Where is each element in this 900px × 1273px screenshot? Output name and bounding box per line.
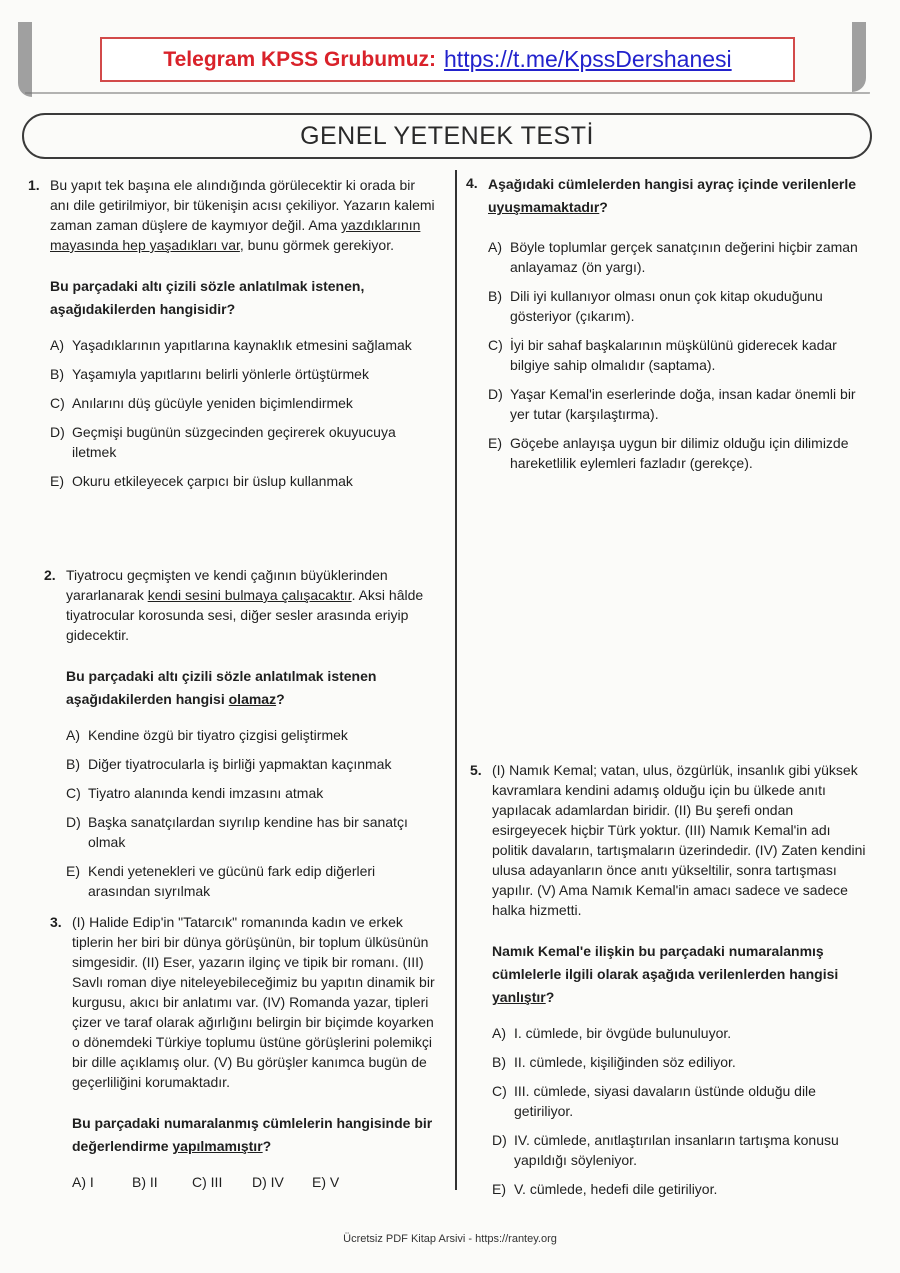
answer-option[interactable] bbox=[66, 861, 436, 901]
page-title: GENEL YETENEK TESTİ bbox=[300, 121, 594, 150]
question-passage: (I) Namık Kemal; vatan, ulus, özgürlük, insanlık gibi yüksek kavramlara kendini adamış olduğu için bu ülkede anıtı yapılacak adamlardan biridir. (II) Bu şerefi ondan esirgeyecek hiçbir Türk yoktur. (III) Namık Kemal'in adı politik davaların, tartışmaların üzerindedir. (IV) Zaten kendini ulusa adayanların önce anıtı yükseltilir, sonra tartışması yapılır. (V) Ama Namık Kemal'in amacı sadece ve sadece halka hizmetti. bbox=[492, 762, 866, 918]
option-list bbox=[492, 1023, 870, 1199]
answer-option[interactable]: E) V bbox=[312, 1174, 340, 1190]
option-text: II. cümlede, kişiliğinden söz ediliyor. bbox=[514, 1054, 736, 1070]
answer-option[interactable] bbox=[50, 471, 435, 491]
option-text: IV. cümlede, anıtlaştırılan insanların tartışma konusu yapıldığı söyleniyor. bbox=[514, 1132, 839, 1168]
option-text: Diğer tiyatrocularla iş birliği yapmaktan kaçınmak bbox=[88, 756, 392, 772]
answer-option[interactable] bbox=[50, 422, 435, 462]
answer-option[interactable] bbox=[66, 783, 436, 803]
answer-option[interactable] bbox=[66, 754, 436, 774]
question-2 bbox=[44, 565, 436, 910]
option-letter: E) bbox=[488, 435, 502, 451]
option-text: İyi bir sahaf başkalarının müşkülünü giderecek kadar bilgiye sahip olmalıdır (saptama). bbox=[510, 337, 837, 373]
option-letter: E) bbox=[492, 1181, 506, 1197]
option-letter: B) bbox=[492, 1054, 506, 1070]
banner-link[interactable]: https://t.me/KpssDershanesi bbox=[444, 46, 732, 72]
option-text: I. cümlede, bir övgüde bulunuluyor. bbox=[514, 1025, 732, 1041]
option-text: Yaşamıyla yapıtlarını belirli yönlerle örtüştürmek bbox=[72, 366, 369, 382]
question-number: 2. bbox=[44, 567, 56, 583]
option-text: Dili iyi kullanıyor olması onun çok kitap okuduğunu gösteriyor (çıkarım). bbox=[510, 288, 823, 324]
underlined-phrase: yazdıklarının mayasında hep yaşadıkları var bbox=[50, 217, 421, 253]
option-letter: B) bbox=[50, 366, 64, 382]
question-stem: Bu parçadaki numaralanmış cümlelerin hangisinde bir değerlendirme yapılmamıştır? bbox=[72, 1115, 433, 1154]
option-text: Geçmişi bugünün süzgecinden geçirerek okuyucuya iletmek bbox=[72, 424, 396, 460]
question-stem: Bu parçadaki altı çizili sözle anlatılmak istenen, aşağıdakilerden hangisidir? bbox=[50, 278, 365, 317]
binder-edge-right bbox=[852, 22, 866, 92]
question-number: 4. bbox=[466, 175, 478, 191]
question-1 bbox=[28, 175, 435, 500]
option-text: Anılarını düş gücüyle yeniden biçimlendirmek bbox=[72, 395, 353, 411]
answer-option[interactable]: B) II bbox=[132, 1174, 158, 1190]
section-header bbox=[22, 113, 872, 159]
question-3 bbox=[50, 912, 442, 1192]
answer-option[interactable] bbox=[492, 1052, 870, 1072]
option-letter: C) bbox=[50, 395, 65, 411]
option-letter: E) bbox=[66, 863, 80, 879]
underlined-phrase: kendi sesini bulmaya çalışacaktır bbox=[147, 587, 352, 603]
option-text: Yaşar Kemal'in eserlerinde doğa, insan kadar önemli bir yer tutar (karşılaştırma). bbox=[510, 386, 856, 422]
answer-option[interactable] bbox=[492, 1023, 870, 1043]
option-text: Yaşadıklarının yapıtlarına kaynaklık etmesini sağlamak bbox=[72, 337, 412, 353]
option-letter: D) bbox=[50, 424, 65, 440]
answer-option[interactable]: C) III bbox=[192, 1174, 223, 1190]
question-number: 5. bbox=[470, 762, 482, 778]
option-letter: A) bbox=[492, 1025, 506, 1041]
question-passage: (I) Halide Edip'in "Tatarcık" romanında kadın ve erkek tiplerin her biri bir dünya görüşünün, bir toplum ülküsünün simgesidir. (II) Eser, yazarın ilginç ve tipik bir romanı. (III) Savlı roman diye niteleyebileceğimiz bu yapıtın dinamik bir kurgusu, akıcı bir anlatımı var. (IV) Romanda yazar, tipleri çizer ve taraf olarak ağırlığını belirgin bir biçimde koyarken o dönemdeki Türkiye toplumu üstüne görüşlerini polemikçi bir dille açıklamış olur. (V) Bu görüşler kanımca bugün de geçerliliğini korumaktadır. bbox=[72, 914, 435, 1090]
top-rule bbox=[25, 92, 870, 104]
question-5 bbox=[470, 760, 870, 1208]
option-letter: A) bbox=[66, 727, 80, 743]
option-text: Kendi yetenekleri ve gücünü fark edip diğerleri arasından sıyrılmak bbox=[88, 863, 376, 899]
answer-option[interactable] bbox=[50, 335, 435, 355]
question-stem: Bu parçadaki altı çizili sözle anlatılmak istenen aşağıdakilerden hangisi olamaz? bbox=[66, 668, 377, 707]
answer-option[interactable] bbox=[66, 812, 436, 852]
option-list bbox=[72, 1172, 442, 1192]
answer-option[interactable] bbox=[492, 1130, 870, 1170]
binder-edge-left bbox=[18, 22, 32, 97]
option-letter: D) bbox=[66, 814, 81, 830]
option-letter: B) bbox=[488, 288, 502, 304]
banner-label: Telegram KPSS Grubumuz: bbox=[163, 47, 437, 71]
option-text: Tiyatro alanında kendi imzasını atmak bbox=[88, 785, 324, 801]
option-letter: C) bbox=[66, 785, 81, 801]
option-list bbox=[50, 335, 435, 491]
question-stem: Aşağıdaki cümlelerden hangisi ayraç içinde verilenlerle uyuşmamaktadır? bbox=[488, 176, 857, 215]
telegram-banner bbox=[100, 37, 795, 82]
answer-option[interactable] bbox=[50, 393, 435, 413]
page-footer: Ücretsiz PDF Kitap Arsivi - https://rantey.org bbox=[343, 1233, 557, 1245]
option-list bbox=[488, 237, 870, 473]
answer-option[interactable] bbox=[488, 384, 870, 424]
column-divider bbox=[455, 170, 457, 1190]
option-letter: D) bbox=[492, 1132, 507, 1148]
question-4 bbox=[466, 173, 870, 482]
option-list bbox=[66, 725, 436, 901]
answer-option[interactable] bbox=[488, 286, 870, 326]
answer-option[interactable] bbox=[488, 335, 870, 375]
option-text: Başka sanatçılardan sıyrılıp kendine has bir sanatçı olmak bbox=[88, 814, 408, 850]
option-letter: C) bbox=[492, 1083, 507, 1099]
answer-option[interactable] bbox=[492, 1081, 870, 1121]
answer-option[interactable] bbox=[488, 237, 870, 277]
answer-option[interactable] bbox=[50, 364, 435, 384]
question-passage: Bu yapıt tek başına ele alındığında görülecektir ki orada bir anı dile getirilmiyor, bir tükenişin acısı çekiliyor. Yazarın kalemi zaman zaman düşlere de kaymıyor değil. Ama yazdıklarının mayasında hep yaşadıkları var, bunu görmek gerekiyor. bbox=[50, 177, 435, 253]
option-text: Göçebe anlayışa uygun bir dilimiz olduğu için dilimizde hareketlilik eylemleri fazladır (gerekçe). bbox=[510, 435, 849, 471]
answer-option[interactable] bbox=[488, 433, 870, 473]
answer-option[interactable]: A) I bbox=[72, 1174, 94, 1190]
answer-option[interactable]: D) IV bbox=[252, 1174, 284, 1190]
option-letter: E) bbox=[50, 473, 64, 489]
option-letter: D) bbox=[488, 386, 503, 402]
question-number: 3. bbox=[50, 914, 62, 930]
option-letter: A) bbox=[50, 337, 64, 353]
option-text: Böyle toplumlar gerçek sanatçının değerini hiçbir zaman anlayamaz (ön yargı). bbox=[510, 239, 858, 275]
option-letter: B) bbox=[66, 756, 80, 772]
answer-option[interactable] bbox=[66, 725, 436, 745]
question-passage: Tiyatrocu geçmişten ve kendi çağının büyüklerinden yararlanarak kendi sesini bulmaya çalışacaktır. Aksi hâlde tiyatrocular korosunda sesi, diğer sesler arasında eriyip gidecektir. bbox=[66, 567, 424, 643]
option-text: V. cümlede, hedefi dile getiriliyor. bbox=[514, 1181, 718, 1197]
option-letter: A) bbox=[488, 239, 502, 255]
answer-option[interactable] bbox=[492, 1179, 870, 1199]
option-text: III. cümlede, siyasi davaların üstünde olduğu dile getiriliyor. bbox=[514, 1083, 816, 1119]
option-letter: C) bbox=[488, 337, 503, 353]
option-text: Kendine özgü bir tiyatro çizgisi geliştirmek bbox=[88, 727, 348, 743]
option-text: Okuru etkileyecek çarpıcı bir üslup kullanmak bbox=[72, 473, 353, 489]
question-stem: Namık Kemal'e ilişkin bu parçadaki numaralanmış cümlelerle ilgili olarak aşağıda verilenlerden hangisi yanlıştır? bbox=[492, 943, 839, 1005]
question-number: 1. bbox=[28, 177, 40, 193]
